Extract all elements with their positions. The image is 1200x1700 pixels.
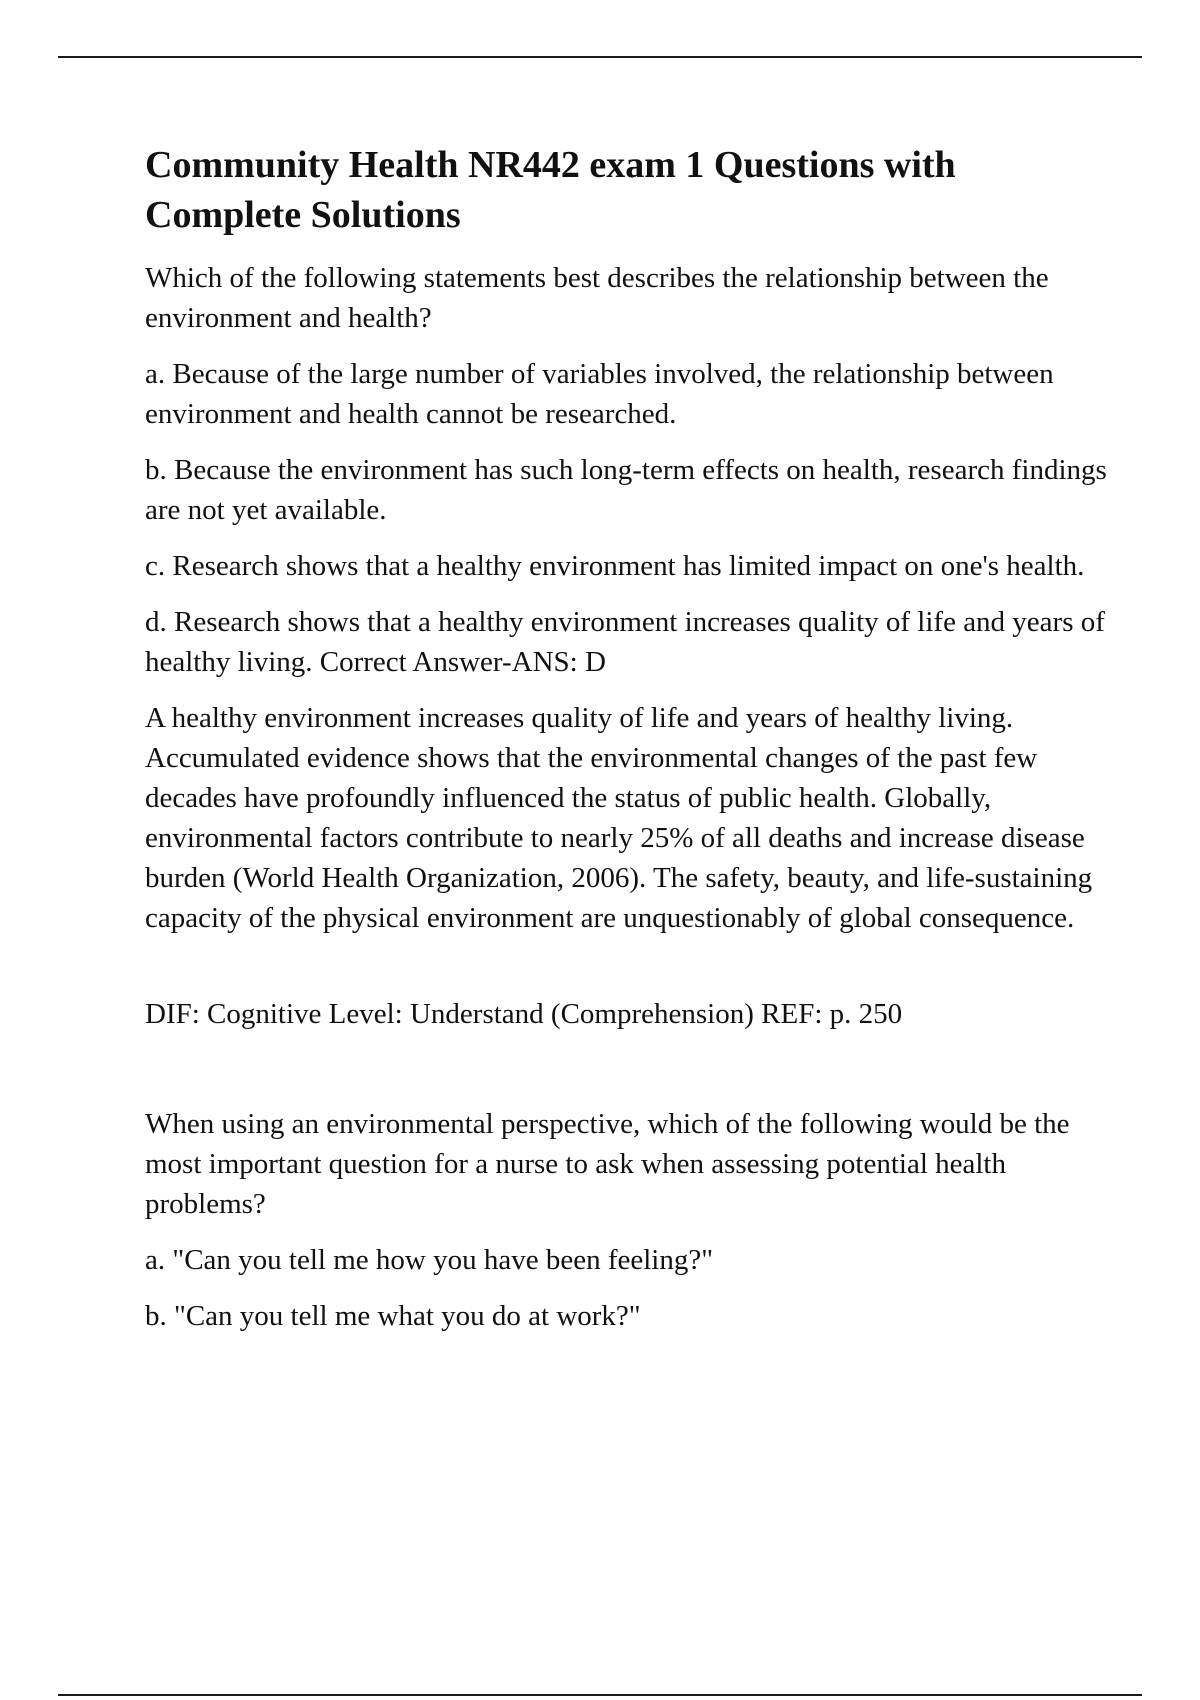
question-1-option-b: b. Because the environment has such long-term effects on health, research findings are not yet available. <box>145 454 1107 526</box>
question-1-option-a: a. Because of the large number of variables involved, the relationship between environment and health cannot be researched. <box>145 358 1054 430</box>
question-1-stem: Which of the following statements best describes the relationship between the environment and health? <box>145 262 1049 334</box>
question-2-option-a: a. "Can you tell me how you have been feeling?" <box>145 1244 714 1276</box>
header-rule <box>58 56 1142 58</box>
question-1-rationale: A healthy environment increases quality of life and years of healthy living. Accumulated evidence shows that the environmental changes of the past few decades have profoundly influenced the status of public health. Globally, environmental factors contribute to nearly 25% of all deaths and increase disease burden (World Health Organization, 2006). The safety, beauty, and life-sustaining capacity of the physical environment are unquestionably of global consequence. <box>145 702 1093 934</box>
question-1-option-d: d. Research shows that a healthy environment increases quality of life and years of healthy living. Correct Answer-ANS: D <box>145 606 1105 678</box>
question-1-meta: DIF: Cognitive Level: Understand (Comprehension) REF: p. 250 <box>145 998 903 1030</box>
document-body <box>145 140 1115 1352</box>
question-2-option-b: b. "Can you tell me what you do at work?" <box>145 1300 641 1332</box>
question-2-stem: When using an environmental perspective, which of the following would be the most important question for a nurse to ask when assessing potential health problems? <box>145 1108 1070 1220</box>
document-title: Community Health NR442 exam 1 Questions with Complete Solutions <box>145 144 956 236</box>
footer-rule <box>58 1694 1142 1696</box>
question-1-option-c: c. Research shows that a healthy environment has limited impact on one's health. <box>145 550 1085 582</box>
